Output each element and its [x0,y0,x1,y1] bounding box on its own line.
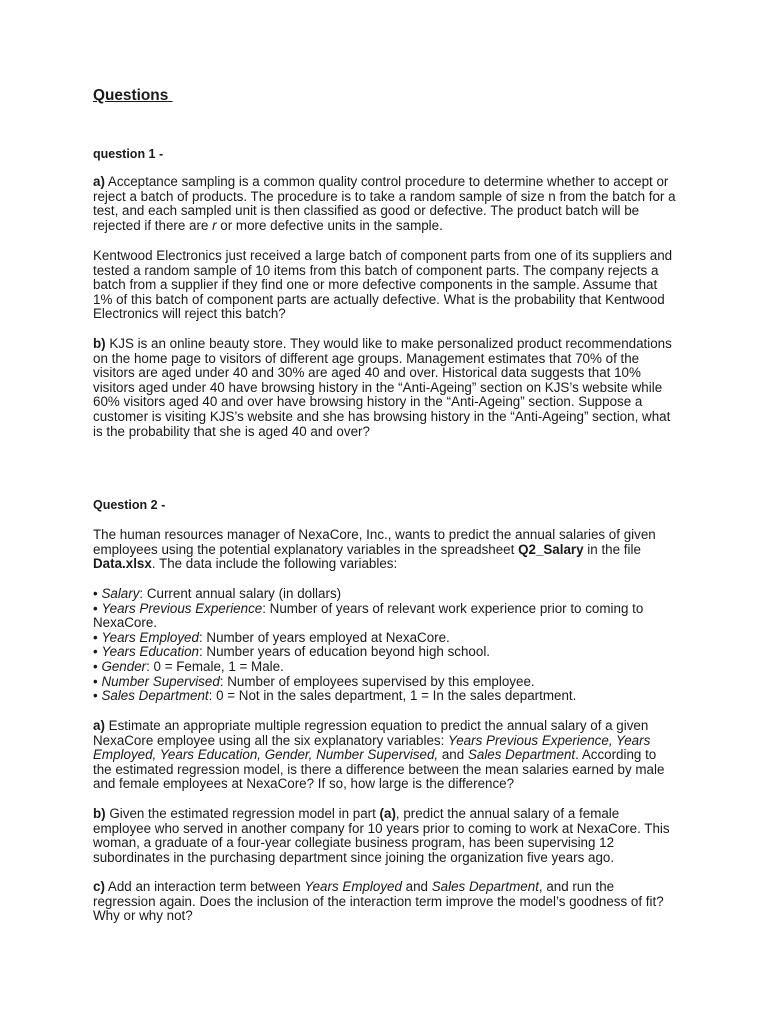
question-1a-text-start: Acceptance sampling is a common quality control procedure to determine whether to accept or reject a batch of products. The procedure is to take a random sample of size n from the batch for a test, and each sampled unit is then classified as good or defective. The product batch will be rejected if there are [93,174,676,233]
variable-desc: : Number of years employed at NexaCore. [198,629,450,645]
bullet: • [93,688,98,704]
question-2b-paragraph [93,807,678,865]
variable-desc: : Current annual salary (in dollars) [139,586,342,601]
question-2b-text-2: , predict the annual salary of a female employee who served in another company for 10 years prior to coming to work at NexaCore. This woman, a graduate of a four-year collegiate business program, has been supervising 12 subordinates in the purchasing department since joining the organization five years ago. [93,806,670,865]
variable-name: Gender [101,658,147,674]
spreadsheet-name: Q2_Salary [518,541,584,557]
bullet: • [93,644,98,660]
question-2c-text-1: Add an interaction term between [104,879,305,894]
question-2a-paragraph [93,719,678,792]
variable-name: Years Education [101,644,199,660]
question-1a-scenario-paragraph: Kentwood Electronics just received a large batch of component parts from one of its suppliers and tested a random sample of 10 items from this batch of component parts. The company rejects a batch from a supplier if they find one or more defective components in the sample. Assume that 1% of this batch of component parts are actually defective. What is the probability that Kentwood Electronics will reject this batch? [93,248,673,322]
intro-text-1: The human resources manager of NexaCore, Inc., wants to predict the annual salaries of given employees using the potential explanatory variables in the spreadsheet [93,527,656,557]
variables-list [93,587,678,704]
question-2c-text-2: and [401,879,432,894]
file-name: Data.xlsx [93,556,152,572]
variable-item-sales-department [93,689,678,704]
question-2a-label: a) [93,718,105,733]
variable-name: Years Previous Experience [101,600,263,616]
question-1a-label: a) [93,174,105,189]
variable-desc: : Number years of education beyond high school. [198,644,491,660]
variable-r: r [212,217,217,233]
question-1a-paragraph [93,175,678,233]
bullet: • [93,629,98,645]
bullet: • [93,673,98,689]
variable-desc: : Number of years of relevant work experience prior to coming to NexaCore. [93,600,644,631]
variable-item-years-education [93,645,678,660]
variable-item-salary [93,587,678,602]
question-1b-label: b) [93,336,106,351]
variable-item-years-employed [93,631,678,646]
question-1b-paragraph [93,337,678,439]
question-2c-label: c) [93,879,105,894]
question-2a-text-2: and [438,747,468,763]
variable-name: Sales Department [101,688,209,704]
question-2b-label: b) [93,806,106,821]
question-2c-text-3: , and run the regression again. Does the inclusion of the interaction term improve the model’s goodness of fit? Why or why not? [93,879,664,924]
intro-text-3: . The data include the following variables: [151,556,398,572]
question-2a-text-1: Estimate an appropriate multiple regression equation to predict the annual salary of a given NexaCore employee using all the six explanatory variables: [93,718,649,748]
question-2c-var-1: Years Employed [304,879,402,894]
question-1a-text-end: or more defective units in the sample. [216,217,443,233]
question-1b-text: KJS is an online beauty store. They would like to make personalized product recommendations on the home page to visitors of different age groups. Management estimates that 70% of the visitors are aged under 40 and 30% are aged 40 and over. Historical data suggests that 10% visitors aged under 40 have browsing history in the “Anti-Ageing” section on KJS’s website while 60% visitors aged 40 and over have browsing history in the “Anti-Ageing” section. Suppose a customer is visiting KJS’s website and she has browsing history in the “Anti-Ageing” section, what is the probability that she is aged 40 and over? [93,336,672,439]
question-2-heading: Question 2 - [93,498,166,512]
variable-name: Years Employed [101,629,199,645]
question-1-heading: question 1 - [93,147,164,161]
variable-item-years-previous-experience [93,602,678,631]
variable-desc: : 0 = Female, 1 = Male. [146,658,284,674]
page-title: Questions [93,87,173,104]
question-2b-text-1: Given the estimated regression model in part [105,806,380,821]
variable-item-number-supervised [93,675,678,690]
bullet: • [93,586,98,601]
bullet: • [93,658,98,674]
question-2b-part-ref: (a) [379,806,396,821]
variable-item-gender [93,660,678,675]
variable-name: Number Supervised [101,673,220,689]
question-2a-variables: Years Previous Experience, Years Employed, Years Education, Gender, Number Supervised, [93,732,651,763]
question-2c-paragraph [93,880,678,924]
intro-text-2: in the file [583,541,641,557]
variable-desc: : 0 = Not in the sales department, 1 = In the sales department. [208,688,577,704]
question-2a-sales-department: Sales Department [467,747,576,763]
variable-desc: : Number of employees supervised by this employee. [219,673,535,689]
question-2c-var-2: Sales Department [431,879,539,894]
question-2-intro-paragraph [93,528,678,572]
variable-name: Salary [101,586,140,601]
bullet: • [93,600,98,616]
question-2a-text-3: . According to the estimated regression model, is there a difference between the mean salaries earned by male and female employees at NexaCore? If so, how large is the difference? [93,747,665,792]
